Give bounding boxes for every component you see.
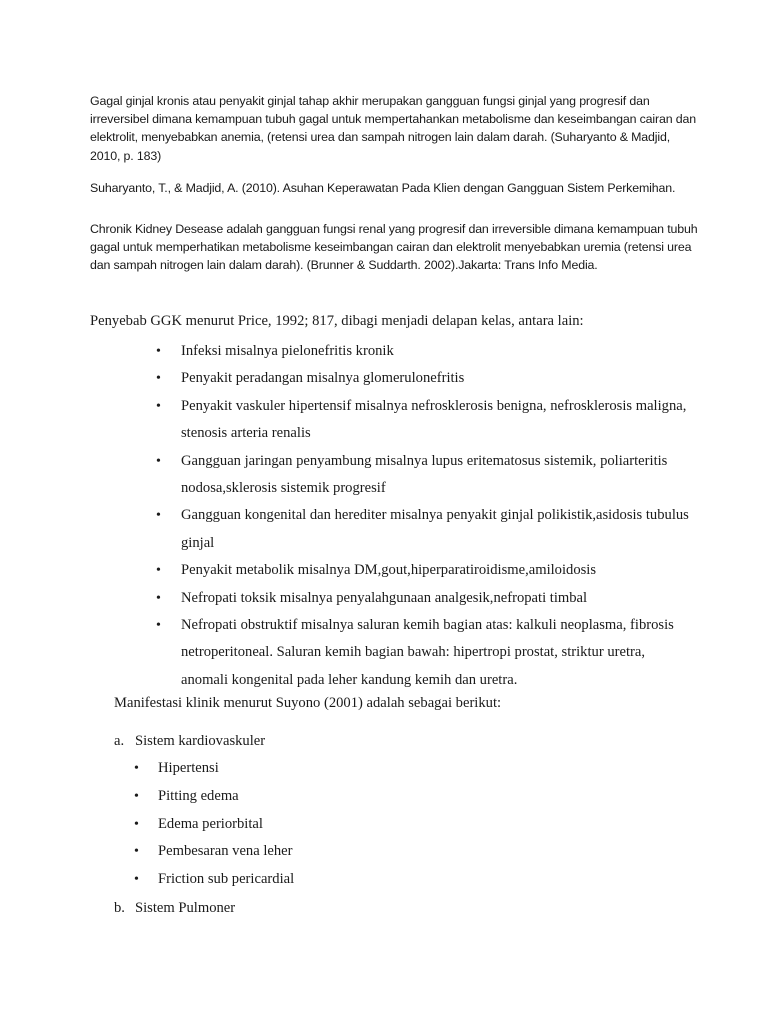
cardiovascular-symptoms-list <box>114 755 614 894</box>
section-heading-cardiovascular <box>114 731 265 751</box>
list-item: • Nefropati toksik misalnya penyalahgunaan analgesik,nefropati timbal <box>132 585 692 612</box>
section-title: Sistem kardiovaskuler <box>135 733 266 749</box>
list-item: • Gangguan jaringan penyambung misalnya lupus eritematosus sistemik, poliarteritis nodosa,sklerosis sistemik progresif <box>132 448 692 503</box>
list-item: • Friction sub pericardial <box>114 866 614 894</box>
reference-citation: Suharyanto, T., & Madjid, A. (2010). Asuhan Keperawatan Pada Klien dengan Gangguan Sistem Perkemihan. <box>90 181 676 195</box>
section-marker: a. <box>114 733 125 749</box>
list-item: • Edema periorbital <box>114 811 614 839</box>
causes-intro: Penyebab GGK menurut Price, 1992; 817, dibagi menjadi delapan kelas, antara lain: <box>90 313 584 329</box>
definition-paragraph-1: Gagal ginjal kronis atau penyakit ginjal tahap akhir merupakan gangguan fungsi ginjal yang progresif dan irreversibel dimana kemampuan tubuh gagal untuk mempertahankan metabolisme dan keseimbangan cairan dan elektrolit, menyebabkan anemia, (retensi urea dan sampah nitrogen lain dalam darah. (Suharyanto & Madjid, 2010, p. 183) <box>90 94 696 163</box>
list-item: • Infeksi misalnya pielonefritis kronik <box>132 338 692 365</box>
list-item: • Penyakit vaskuler hipertensif misalnya nefrosklerosis benigna, nefrosklerosis maligna, stenosis arteria renalis <box>132 393 692 448</box>
section-marker: b. <box>114 900 125 916</box>
list-item: • Penyakit peradangan misalnya glomerulonefritis <box>132 365 692 392</box>
list-item: • Pembesaran vena leher <box>114 838 614 866</box>
causes-list <box>132 338 692 694</box>
section-title: Sistem Pulmoner <box>135 900 236 916</box>
list-item: • Pitting edema <box>114 783 614 811</box>
manifestations-intro: Manifestasi klinik menurut Suyono (2001) adalah sebagai berikut: <box>114 695 502 711</box>
list-item: • Penyakit metabolik misalnya DM,gout,hiperparatiroidisme,amiloidosis <box>132 557 692 584</box>
section-heading-pulmonary <box>114 898 235 918</box>
list-item: • Gangguan kongenital dan herediter misalnya penyakit ginjal polikistik,asidosis tubulus ginjal <box>132 502 692 557</box>
list-item: • Hipertensi <box>114 755 614 783</box>
list-item: • Nefropati obstruktif misalnya saluran kemih bagian atas: kalkuli neoplasma, fibrosis netroperitoneal. Saluran kemih bagian bawah: hipertropi prostat, striktur uretra, anomali kongenital pada leher kandung kemih dan uretra. <box>132 612 692 694</box>
definition-paragraph-2: Chronik Kidney Desease adalah gangguan fungsi renal yang progresif dan irreversible dimana kemampuan tubuh gagal untuk memperhatikan metabolisme keseimbangan cairan dan elektrolit menyebabkan uremia (retensi urea dan sampah nitrogen lain dalam darah). (Brunner & Suddarth. 2002).Jakarta: Trans Info Media. <box>90 222 698 273</box>
